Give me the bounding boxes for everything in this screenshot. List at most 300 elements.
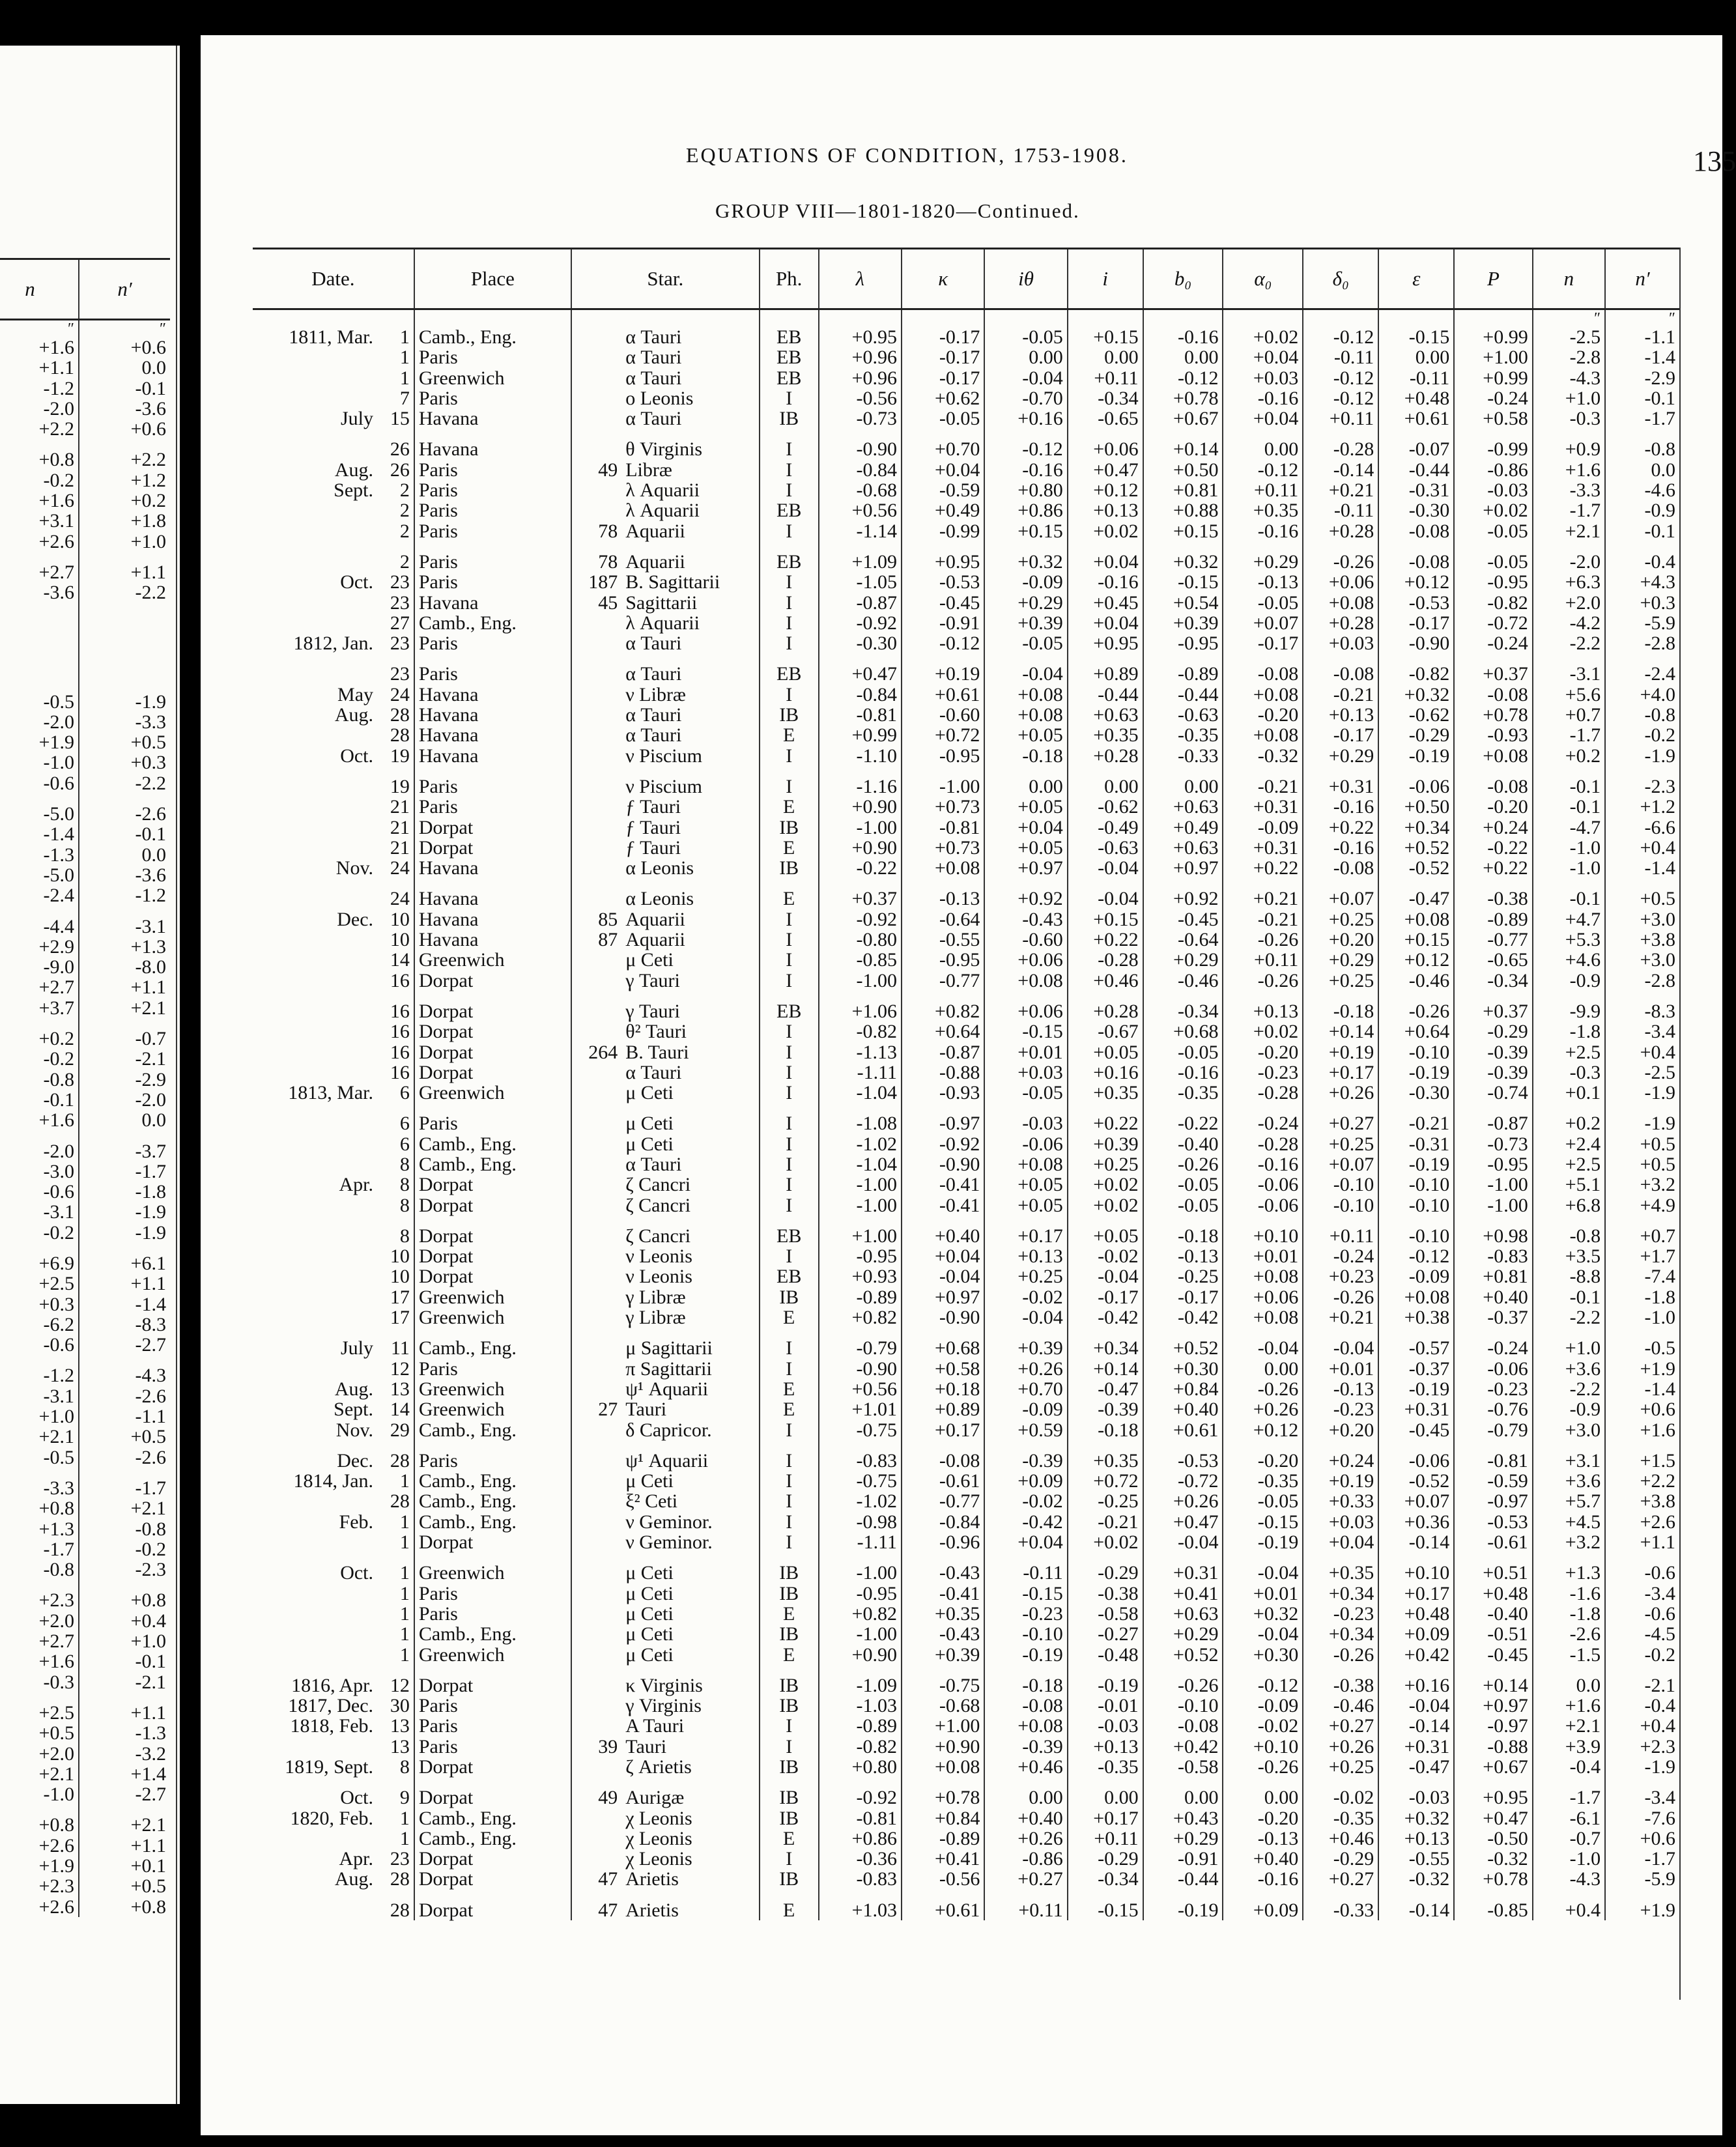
alpha0-cell: 0.00 — [1223, 1359, 1303, 1379]
prev-n-cell: -1.4 — [43, 823, 74, 846]
day-cell: 21 — [390, 836, 410, 859]
alpha0-cell: -0.05 — [1223, 1491, 1303, 1511]
epsilon-cell: +0.17 — [1378, 1584, 1454, 1604]
b0-cell: -0.44 — [1143, 685, 1223, 705]
delta0-cell: +0.29 — [1303, 746, 1378, 766]
prev-header-n-prime: n′ — [79, 259, 170, 320]
prev-n-cell: +2.6 — [38, 530, 74, 552]
alpha0-cell: -0.13 — [1223, 1828, 1303, 1849]
prev-n-prime-cell: +0.2 — [79, 491, 170, 511]
epsilon-cell: +0.38 — [1378, 1307, 1454, 1328]
i-theta-cell: +0.06 — [984, 950, 1067, 970]
p-cell: -0.81 — [1454, 1451, 1533, 1471]
p-cell: -0.05 — [1454, 521, 1533, 541]
i-cell: -0.25 — [1068, 1491, 1143, 1511]
epsilon-cell: +0.52 — [1378, 838, 1454, 858]
n-prime-cell: +1.9 — [1605, 1359, 1679, 1379]
n-prime-cell: +0.6 — [1605, 1399, 1679, 1419]
i-cell: -0.34 — [1068, 1869, 1143, 1889]
star-cell: Arietis — [625, 1868, 679, 1890]
lambda-cell: -1.00 — [819, 818, 902, 838]
prev-table-row — [0, 511, 170, 531]
n-prime-cell: -1.8 — [1605, 1287, 1679, 1307]
place-cell: Havana — [414, 909, 571, 930]
alpha0-cell: -0.05 — [1223, 593, 1303, 613]
n-prime-cell: -1.7 — [1605, 1849, 1679, 1869]
kappa-cell: +0.08 — [902, 1757, 984, 1777]
star-number-cell — [571, 1696, 621, 1716]
p-cell: +0.58 — [1454, 408, 1533, 429]
prev-table-row — [0, 1856, 170, 1876]
alpha0-cell: -0.15 — [1223, 1512, 1303, 1532]
epsilon-cell: +0.12 — [1378, 572, 1454, 592]
n-prime-cell: +2.6 — [1605, 1512, 1679, 1532]
n-prime-cell: +3.8 — [1605, 930, 1679, 950]
i-theta-cell: +0.39 — [984, 1338, 1067, 1358]
day-cell: 16 — [390, 1041, 410, 1063]
place-cell: Paris — [414, 480, 571, 500]
lambda-cell: -0.87 — [819, 593, 902, 613]
table-row — [253, 818, 1679, 838]
delta0-cell: +0.25 — [1303, 1134, 1378, 1154]
n-prime-cell: +3.0 — [1605, 909, 1679, 930]
epsilon-cell: +0.13 — [1378, 1828, 1454, 1849]
prev-table-row — [0, 562, 170, 582]
b0-cell: +0.52 — [1143, 1645, 1223, 1665]
table-row — [253, 971, 1679, 991]
n-prime-cell: -0.8 — [1605, 439, 1679, 459]
place-cell: Paris — [414, 1737, 571, 1757]
star-number-cell: 78 — [571, 521, 621, 541]
kappa-cell: +0.64 — [902, 1021, 984, 1042]
lambda-cell: -0.98 — [819, 1512, 902, 1532]
star-number-cell: 49 — [571, 1787, 621, 1808]
alpha0-cell: +0.10 — [1223, 1226, 1303, 1246]
prev-n-cell: -0.2 — [43, 1221, 74, 1244]
alpha0-cell: +0.12 — [1223, 1420, 1303, 1440]
phase-cell: I — [760, 971, 819, 991]
table-row — [253, 388, 1679, 408]
n-prime-cell: -0.9 — [1605, 500, 1679, 520]
day-cell: 19 — [390, 775, 410, 797]
phase-cell: I — [760, 746, 819, 766]
epsilon-cell: -0.15 — [1378, 327, 1454, 347]
place-cell: Dorpat — [414, 1900, 571, 1920]
star-number-cell — [571, 1675, 621, 1696]
p-cell: -0.61 — [1454, 1532, 1533, 1552]
kappa-cell: -0.84 — [902, 1512, 984, 1532]
n-cell: -4.2 — [1533, 613, 1605, 633]
star-number-cell — [571, 1226, 621, 1246]
prev-n-prime-cell: -1.7 — [79, 1478, 170, 1498]
b0-cell: -0.40 — [1143, 1134, 1223, 1154]
star-number-cell — [571, 818, 621, 838]
header-i-theta: iθ — [984, 249, 1067, 309]
place-cell: Havana — [414, 439, 571, 459]
phase-cell: I — [760, 1532, 819, 1552]
prev-n-prime-cell: +0.8 — [79, 1897, 170, 1917]
i-cell: -0.16 — [1068, 572, 1143, 592]
table-row — [253, 1900, 1679, 1920]
star-number-cell — [571, 1808, 621, 1828]
i-theta-cell: +0.05 — [984, 725, 1067, 745]
phase-cell: IB — [760, 408, 819, 429]
prev-n-cell: +2.1 — [38, 1763, 74, 1785]
prev-n-cell: +3.7 — [38, 997, 74, 1019]
prev-n-cell: -0.2 — [43, 469, 74, 491]
p-cell: -0.51 — [1454, 1624, 1533, 1644]
kappa-cell: -0.53 — [902, 572, 984, 592]
prev-n-cell: +2.7 — [38, 1630, 74, 1653]
star-cell: α Tauri — [625, 408, 682, 430]
prev-n-cell: +2.1 — [38, 1426, 74, 1448]
day-cell: 1 — [399, 1602, 410, 1625]
p-cell: +0.47 — [1454, 1808, 1533, 1828]
kappa-cell: -0.56 — [902, 1869, 984, 1889]
alpha0-cell: -0.20 — [1223, 1042, 1303, 1062]
date-cell — [253, 889, 377, 909]
alpha0-cell: -0.28 — [1223, 1134, 1303, 1154]
delta0-cell: +0.27 — [1303, 1869, 1378, 1889]
i-cell: +0.72 — [1068, 1471, 1143, 1491]
place-cell: Dorpat — [414, 1849, 571, 1869]
kappa-cell: -0.95 — [902, 950, 984, 970]
prev-n-prime-cell: -1.1 — [79, 1406, 170, 1427]
lambda-cell: +0.82 — [819, 1604, 902, 1624]
lambda-cell: -0.89 — [819, 1287, 902, 1307]
i-theta-cell: +0.40 — [984, 1808, 1067, 1828]
prev-n-cell: -1.0 — [43, 1784, 74, 1806]
i-theta-cell: +0.09 — [984, 1471, 1067, 1491]
day-cell: 30 — [390, 1695, 410, 1717]
b0-cell: +0.61 — [1143, 1420, 1223, 1440]
i-cell: +0.22 — [1068, 1113, 1143, 1133]
kappa-cell: +0.04 — [902, 460, 984, 480]
phase-cell: E — [760, 725, 819, 745]
i-theta-cell: -0.05 — [984, 327, 1067, 347]
phase-cell: I — [760, 1491, 819, 1511]
kappa-cell: -0.41 — [902, 1174, 984, 1195]
epsilon-cell: 0.00 — [1378, 347, 1454, 367]
prev-n-prime-cell: -3.3 — [79, 712, 170, 732]
kappa-cell: -0.91 — [902, 613, 984, 633]
i-theta-cell: -0.60 — [984, 930, 1067, 950]
phase-cell: I — [760, 930, 819, 950]
prev-n-prime-cell: -1.7 — [79, 1161, 170, 1182]
delta0-cell: +0.01 — [1303, 1359, 1378, 1379]
place-cell: Dorpat — [414, 1757, 571, 1777]
n-cell: -6.1 — [1533, 1808, 1605, 1828]
n-prime-cell: +0.4 — [1605, 1042, 1679, 1062]
place-cell: Dorpat — [414, 971, 571, 991]
block-gap — [253, 429, 1679, 439]
star-number-cell — [571, 797, 621, 817]
i-cell: +0.04 — [1068, 552, 1143, 572]
phase-cell: I — [760, 1246, 819, 1266]
i-cell: -0.01 — [1068, 1696, 1143, 1716]
table-row — [253, 1451, 1679, 1471]
b0-cell: +0.30 — [1143, 1359, 1223, 1379]
star-cell: ζ Cancri — [625, 1174, 691, 1196]
p-cell: -0.34 — [1454, 971, 1533, 991]
star-number-cell — [571, 613, 621, 633]
i-cell: -0.34 — [1068, 388, 1143, 408]
date-cell: Oct. — [340, 1787, 374, 1809]
lambda-cell: -0.79 — [819, 1338, 902, 1358]
n-cell: +1.0 — [1533, 1338, 1605, 1358]
prev-table-row — [0, 773, 170, 793]
prev-table-row — [0, 1182, 170, 1202]
block-gap — [253, 1440, 1679, 1451]
table-row — [253, 1624, 1679, 1644]
n-cell: +2.0 — [1533, 593, 1605, 613]
place-cell: Havana — [414, 593, 571, 613]
prev-n-prime-cell: +1.1 — [79, 1836, 170, 1856]
epsilon-cell: -0.21 — [1378, 1113, 1454, 1133]
day-cell: 8 — [399, 1174, 410, 1196]
i-cell: +0.13 — [1068, 500, 1143, 520]
kappa-cell: -0.90 — [902, 1154, 984, 1174]
p-cell: +0.97 — [1454, 1696, 1533, 1716]
prev-n-cell: -2.0 — [43, 711, 74, 733]
b0-cell: +0.29 — [1143, 1828, 1223, 1849]
epsilon-cell: +0.09 — [1378, 1624, 1454, 1644]
i-cell: +0.05 — [1068, 1226, 1143, 1246]
place-cell: Havana — [414, 746, 571, 766]
i-theta-cell: +0.59 — [984, 1420, 1067, 1440]
kappa-cell: +0.39 — [902, 1645, 984, 1665]
star-number-cell — [571, 1287, 621, 1307]
prev-table-row — [0, 1335, 170, 1355]
block-gap — [253, 1777, 1679, 1787]
lambda-cell: +0.47 — [819, 664, 902, 684]
prev-n-cell: -1.2 — [43, 1365, 74, 1387]
date-cell — [253, 664, 377, 684]
table-row — [253, 1134, 1679, 1154]
star-number-cell — [571, 971, 621, 991]
alpha0-cell: -0.12 — [1223, 460, 1303, 480]
date-cell — [253, 1900, 377, 1920]
b0-cell: -0.64 — [1143, 930, 1223, 950]
n-cell: +1.6 — [1533, 1696, 1605, 1716]
epsilon-cell: -0.30 — [1378, 500, 1454, 520]
place-cell: Havana — [414, 705, 571, 725]
star-cell: μ Ceti — [625, 1470, 674, 1492]
n-cell: +6.8 — [1533, 1195, 1605, 1216]
star-number-cell: 264 — [571, 1042, 621, 1062]
place-cell: Paris — [414, 1584, 571, 1604]
b0-cell: +0.88 — [1143, 500, 1223, 520]
table-row — [253, 705, 1679, 725]
epsilon-cell: -0.47 — [1378, 889, 1454, 909]
n-cell: -4.7 — [1533, 818, 1605, 838]
place-cell: Dorpat — [414, 1021, 571, 1042]
prev-n-cell: +2.9 — [38, 935, 74, 958]
phase-cell: I — [760, 1154, 819, 1174]
date-cell: 1811, Mar. — [289, 326, 374, 348]
p-cell: -0.24 — [1454, 1338, 1533, 1358]
prev-table-row — [0, 532, 170, 552]
kappa-cell: -0.90 — [902, 1307, 984, 1328]
day-cell: 1 — [399, 1623, 410, 1645]
lambda-cell: -1.09 — [819, 1675, 902, 1696]
i-theta-cell: -0.39 — [984, 1451, 1067, 1471]
prev-n-prime-cell: -2.6 — [79, 1386, 170, 1406]
b0-cell: -0.22 — [1143, 1113, 1223, 1133]
kappa-cell: +0.84 — [902, 1808, 984, 1828]
place-cell: Camb., Eng. — [414, 1338, 571, 1358]
i-theta-cell: +0.25 — [984, 1266, 1067, 1287]
star-cell: Aquarii — [625, 520, 685, 542]
p-cell: -0.20 — [1454, 797, 1533, 817]
day-cell: 12 — [390, 1358, 410, 1380]
phase-cell: I — [760, 1849, 819, 1869]
phase-cell: EB — [760, 552, 819, 572]
phase-cell: EB — [760, 327, 819, 347]
star-cell: ƒ Tauri — [625, 836, 681, 859]
star-number-cell — [571, 858, 621, 878]
star-number-cell — [571, 1849, 621, 1869]
day-cell: 12 — [390, 1674, 410, 1696]
prev-n-prime-cell: -1.9 — [79, 1223, 170, 1243]
kappa-cell: +0.68 — [902, 1338, 984, 1358]
place-cell: Dorpat — [414, 1787, 571, 1808]
i-theta-cell: +0.27 — [984, 1869, 1067, 1889]
b0-cell: +0.39 — [1143, 613, 1223, 633]
phase-cell: E — [760, 1379, 819, 1399]
prev-n-cell: +0.5 — [38, 1722, 74, 1744]
i-cell: -0.27 — [1068, 1624, 1143, 1644]
day-cell: 1 — [399, 1511, 410, 1533]
b0-cell: +0.47 — [1143, 1512, 1223, 1532]
i-theta-cell: +0.05 — [984, 838, 1067, 858]
b0-cell: -0.05 — [1143, 1195, 1223, 1216]
phase-cell: E — [760, 1399, 819, 1419]
date-cell — [253, 1001, 377, 1021]
table-row — [253, 1512, 1679, 1532]
prev-table-row — [0, 1631, 170, 1651]
star-number-cell — [571, 1338, 621, 1358]
p-cell: -0.24 — [1454, 388, 1533, 408]
day-cell: 26 — [390, 438, 410, 461]
prev-table-row — [0, 378, 170, 399]
epsilon-cell: -0.53 — [1378, 593, 1454, 613]
star-number-cell — [571, 327, 621, 347]
alpha0-cell: +0.08 — [1223, 685, 1303, 705]
epsilon-cell: -0.90 — [1378, 633, 1454, 653]
b0-cell: +0.32 — [1143, 552, 1223, 572]
i-theta-cell: +0.13 — [984, 1246, 1067, 1266]
prev-n-cell: -1.2 — [43, 377, 74, 399]
n-prime-cell: +0.5 — [1605, 889, 1679, 909]
prev-n-prime-cell: +1.1 — [79, 562, 170, 582]
kappa-cell: +0.08 — [902, 858, 984, 878]
star-cell: μ Ceti — [625, 949, 674, 971]
delta0-cell: +0.27 — [1303, 1113, 1378, 1133]
place-cell: Havana — [414, 408, 571, 429]
prev-block-gap — [0, 1131, 170, 1141]
alpha0-cell: -0.21 — [1223, 776, 1303, 797]
alpha0-cell: -0.20 — [1223, 705, 1303, 725]
place-cell: Dorpat — [414, 1042, 571, 1062]
lambda-cell: +0.86 — [819, 1828, 902, 1849]
units-row — [253, 309, 1679, 328]
alpha0-cell: +0.03 — [1223, 368, 1303, 388]
table-row — [253, 500, 1679, 520]
p-cell: +0.37 — [1454, 1001, 1533, 1021]
alpha0-cell: -0.17 — [1223, 633, 1303, 653]
epsilon-cell: -0.12 — [1378, 1246, 1454, 1266]
phase-cell: E — [760, 1604, 819, 1624]
prev-n-prime-cell: -2.9 — [79, 1070, 170, 1090]
delta0-cell: +0.26 — [1303, 1083, 1378, 1103]
prev-block-gap — [0, 552, 170, 562]
n-prime-cell: -3.4 — [1605, 1787, 1679, 1808]
place-cell: Paris — [414, 776, 571, 797]
prev-n-prime-cell: -1.9 — [79, 692, 170, 712]
table-row — [253, 460, 1679, 480]
phase-cell: I — [760, 460, 819, 480]
n-prime-cell: +0.6 — [1605, 1828, 1679, 1849]
epsilon-cell: -0.45 — [1378, 1420, 1454, 1440]
i-theta-cell: +0.01 — [984, 1042, 1067, 1062]
day-cell: 1 — [399, 1582, 410, 1604]
prev-n-cell: +0.2 — [38, 1028, 74, 1050]
star-number-cell — [571, 1471, 621, 1491]
delta0-cell: -0.11 — [1303, 500, 1378, 520]
header-p: P — [1454, 249, 1533, 309]
n-cell: +1.0 — [1533, 388, 1605, 408]
place-cell: Dorpat — [414, 1532, 571, 1552]
delta0-cell: +0.35 — [1303, 1563, 1378, 1583]
epsilon-cell: -0.52 — [1378, 1471, 1454, 1491]
date-cell: Sept. — [334, 1399, 374, 1421]
p-cell: -0.65 — [1454, 950, 1533, 970]
prev-table-row — [0, 1406, 170, 1427]
i-theta-cell: +0.97 — [984, 858, 1067, 878]
delta0-cell: +0.25 — [1303, 971, 1378, 991]
prev-n-prime-cell: +0.5 — [79, 732, 170, 752]
place-cell: Dorpat — [414, 1226, 571, 1246]
prev-n-prime-cell: -0.1 — [79, 824, 170, 844]
star-cell: μ Sagittarii — [625, 1337, 713, 1359]
star-number-cell — [571, 1512, 621, 1532]
delta0-cell: -0.11 — [1303, 347, 1378, 367]
prev-table-row — [0, 491, 170, 511]
prev-table-row — [0, 470, 170, 491]
p-cell: +0.99 — [1454, 327, 1533, 347]
prev-n-cell: -2.4 — [43, 885, 74, 907]
p-cell: -0.29 — [1454, 1021, 1533, 1042]
b0-cell: -0.53 — [1143, 1451, 1223, 1471]
phase-cell: I — [760, 1338, 819, 1358]
prev-table-row — [0, 1141, 170, 1161]
i-theta-cell: +0.11 — [984, 1900, 1067, 1920]
phase-cell: IB — [760, 818, 819, 838]
p-cell: -0.79 — [1454, 1420, 1533, 1440]
alpha0-cell: -0.06 — [1223, 1174, 1303, 1195]
phase-cell: E — [760, 838, 819, 858]
b0-cell: +0.40 — [1143, 1399, 1223, 1419]
epsilon-cell: -0.62 — [1378, 705, 1454, 725]
date-cell — [253, 1737, 377, 1757]
kappa-cell: -0.41 — [902, 1195, 984, 1216]
date-cell: Feb. — [339, 1511, 374, 1533]
prev-n-prime-cell: -3.1 — [79, 917, 170, 937]
p-cell: -0.77 — [1454, 930, 1533, 950]
kappa-cell: +0.73 — [902, 838, 984, 858]
i-cell: +0.11 — [1068, 1828, 1143, 1849]
